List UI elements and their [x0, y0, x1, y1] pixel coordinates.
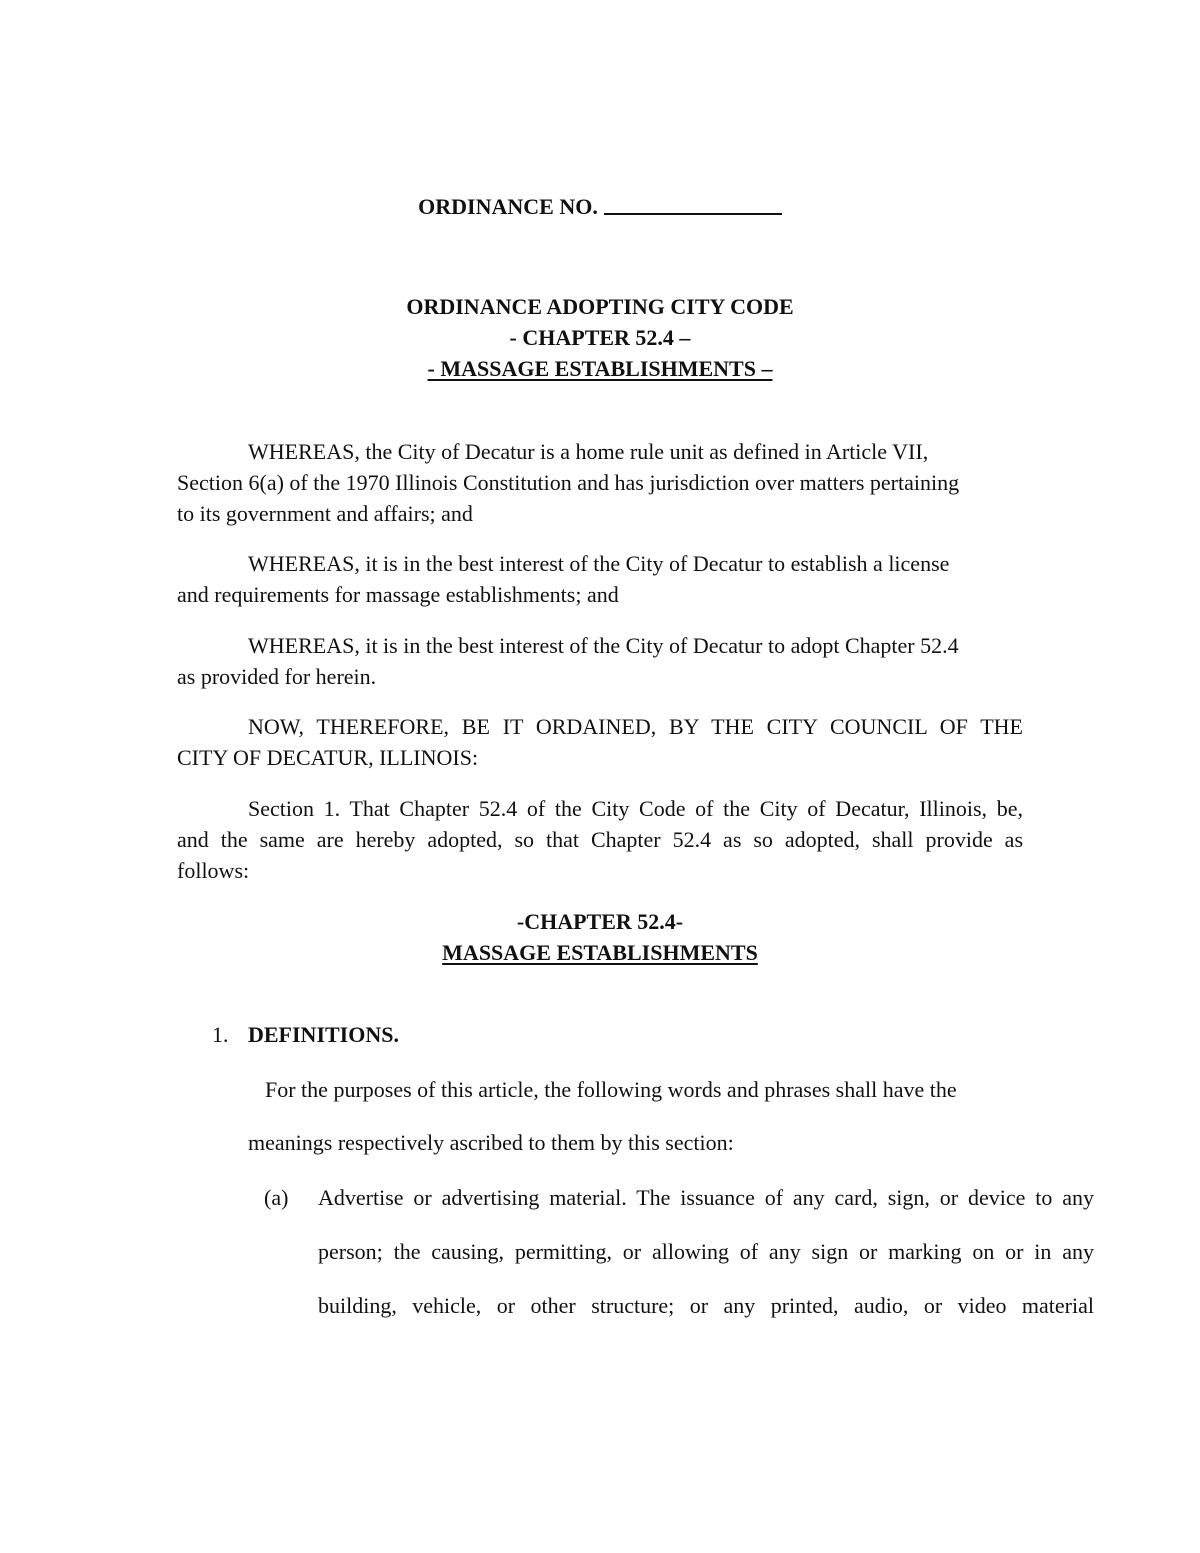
section-1-line-2: and the same are hereby adopted, so that Chapter 52.4 as so adopted, shall provide as: [177, 827, 1023, 852]
title-line-3: [0, 354, 1200, 384]
ordinance-number-label: ORDINANCE NO.: [418, 194, 598, 219]
item-a-line-1: Advertise or advertising material. The issuance of any card, sign, or device to any: [318, 1185, 1094, 1210]
whereas-1-line-3: to its government and affairs; and: [177, 501, 473, 526]
section-1-line-1: Section 1. That Chapter 52.4 of the City Code of the City of Decatur, Illinois, be,: [248, 796, 1023, 821]
item-a-label: (a): [264, 1185, 289, 1210]
definitions-number: 1.: [212, 1022, 229, 1047]
definitions-intro-line-1: For the purposes of this article, the following words and phrases shall have the: [265, 1077, 957, 1102]
whereas-2-line-1: WHEREAS, it is in the best interest of the City of Decatur to establish a license: [248, 551, 950, 576]
whereas-1-line-2: Section 6(a) of the 1970 Illinois Constitution and has jurisdiction over matters pertaining: [177, 470, 960, 495]
whereas-1-line-1: WHEREAS, the City of Decatur is a home rule unit as defined in Article VII,: [248, 439, 929, 464]
chapter-heading-2: [0, 938, 1200, 968]
section-1-line-3: follows:: [177, 858, 250, 883]
whereas-3-line-2: as provided for herein.: [177, 664, 377, 689]
title-line-1: ORDINANCE ADOPTING CITY CODE: [406, 294, 794, 319]
definitions-heading: DEFINITIONS.: [248, 1022, 399, 1047]
whereas-2-line-2: and requirements for massage establishments; and: [177, 582, 619, 607]
ordained-line-1: NOW, THEREFORE, BE IT ORDAINED, BY THE CITY COUNCIL OF THE: [248, 714, 1023, 739]
ordained-line-2: CITY OF DECATUR, ILLINOIS:: [177, 745, 479, 770]
ordinance-number-line: [0, 192, 1200, 222]
title-line-2: - CHAPTER 52.4 –: [509, 325, 691, 350]
chapter-heading-1: -CHAPTER 52.4-: [516, 909, 684, 934]
item-a-line-3: building, vehicle, or other structure; or any printed, audio, or video material: [318, 1293, 1094, 1318]
chapter-heading-2-text: MASSAGE ESTABLISHMENTS: [442, 940, 758, 965]
whereas-3-line-1: WHEREAS, it is in the best interest of the City of Decatur to adopt Chapter 52.4: [248, 633, 959, 658]
title-line-3-text: - MASSAGE ESTABLISHMENTS –: [427, 356, 773, 381]
item-a-line-2: person; the causing, permitting, or allowing of any sign or marking on or in any: [318, 1239, 1094, 1264]
ordinance-number-blank: [604, 193, 782, 215]
definitions-intro-line-2: meanings respectively ascribed to them by this section:: [248, 1130, 734, 1155]
